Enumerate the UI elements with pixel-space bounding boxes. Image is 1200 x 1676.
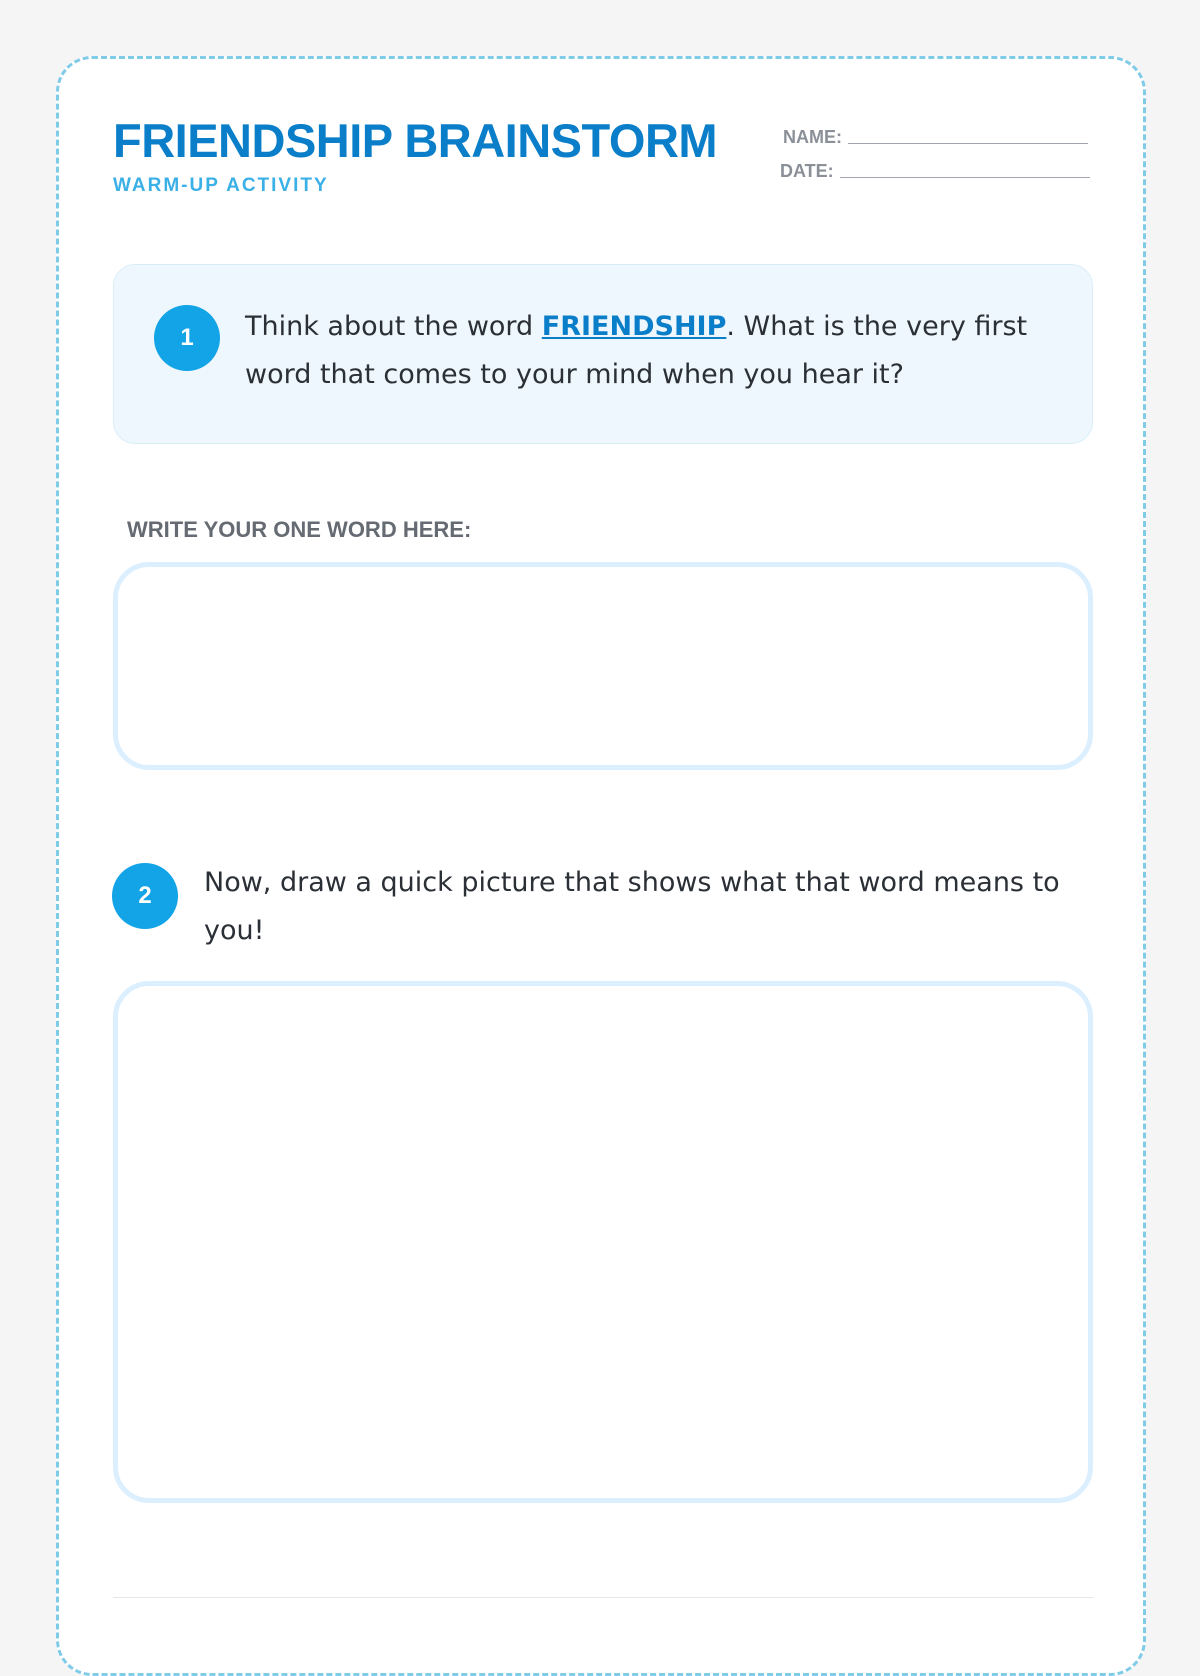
bottom-divider <box>113 1597 1093 1598</box>
worksheet-title: FRIENDSHIP BRAINSTORM <box>113 114 718 167</box>
date-line[interactable] <box>840 177 1090 178</box>
question-1-text-after: . What is the very first word that comes to your mind when you hear it? <box>245 311 1028 390</box>
date-field[interactable] <box>780 161 1090 182</box>
question-2-number-badge: 2 <box>112 863 178 929</box>
worksheet-subtitle: WARM-UP ACTIVITY <box>113 175 329 196</box>
date-label: DATE: <box>780 161 834 181</box>
worksheet-page <box>56 56 1146 1676</box>
question-1-text <box>245 303 1045 399</box>
question-1-number-badge: 1 <box>154 305 220 371</box>
one-word-answer-box[interactable] <box>113 562 1093 770</box>
question-2-text: Now, draw a quick picture that shows what that word means to you! <box>204 867 1060 946</box>
question-1-card <box>113 264 1093 444</box>
question-1-text-before: Think about the word <box>245 311 542 342</box>
name-field[interactable] <box>783 127 1088 148</box>
drawing-box[interactable] <box>113 981 1093 1503</box>
one-word-label: WRITE YOUR ONE WORD HERE: <box>127 517 472 542</box>
friendship-keyword: FRIENDSHIP <box>541 311 727 342</box>
name-label: NAME: <box>783 127 842 147</box>
name-line[interactable] <box>848 143 1088 144</box>
